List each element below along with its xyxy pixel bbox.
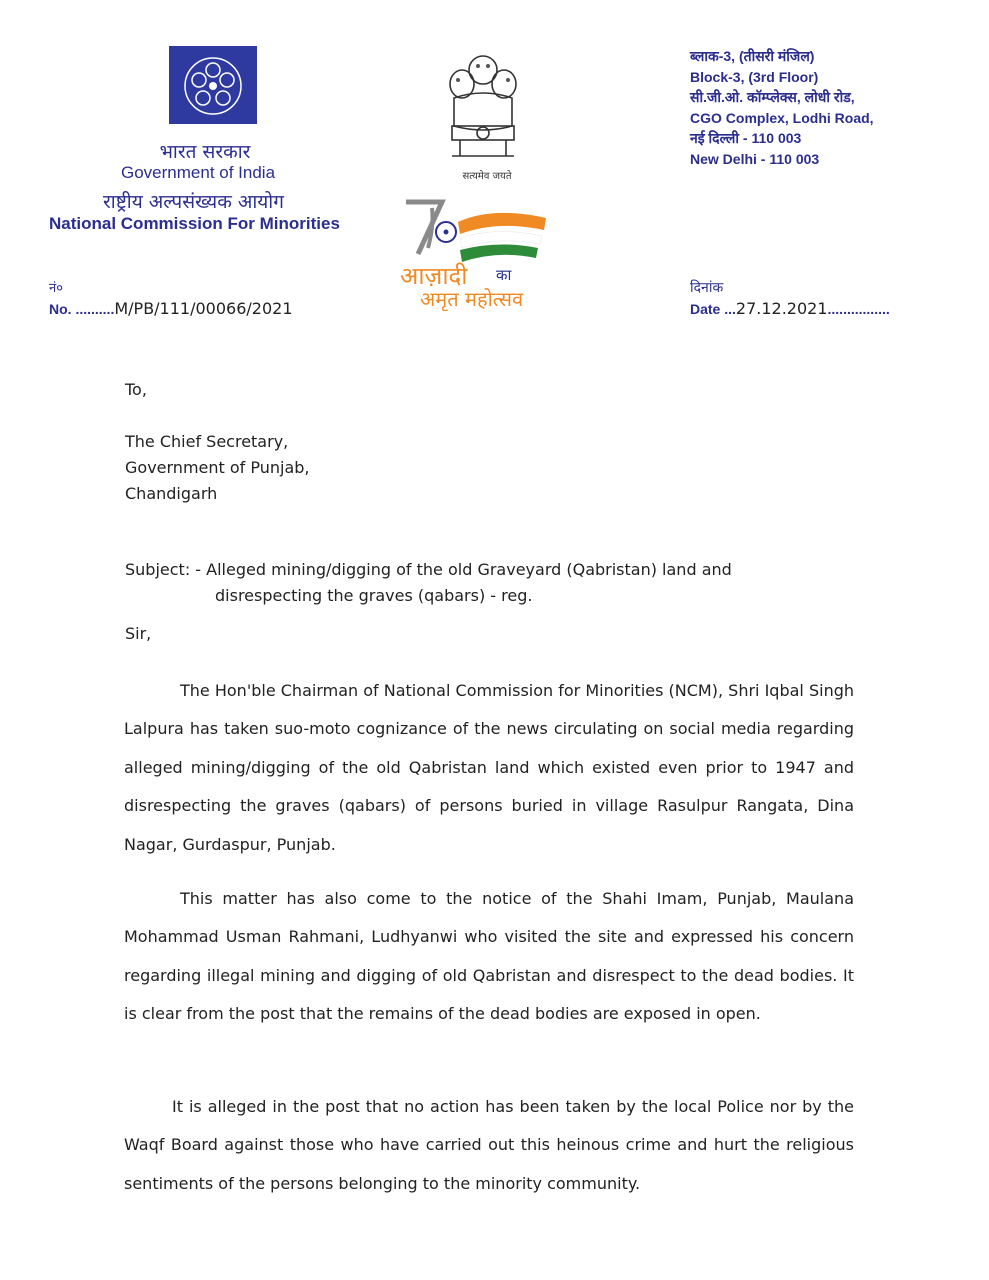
ncm-logo-icon: [169, 46, 257, 124]
date-trail: ................: [827, 301, 890, 317]
paragraph: [124, 672, 854, 864]
to-line: To,: [125, 380, 147, 399]
emblem-motto: सत्यमेव जयते: [462, 171, 512, 182]
addressee-line: Chandigarh: [125, 484, 218, 503]
address-line: नई दिल्ली - 110 003: [690, 130, 802, 146]
azadi-ka-amrit-mahotsav-logo: [398, 196, 558, 311]
paragraph-text: The Hon'ble Chairman of National Commission for Minorities (NCM), Shri Iqbal Singh Lalpura has taken suo-moto cognizance of the news circulating on social media regarding alleged mining/digging of the old Qabristan land which existed even prior to 1947 and disrespecting the graves (qabars) of persons buried in village Rasulpur Rangata, Dina Nagar, Gurdaspur, Punjab.: [124, 681, 854, 854]
azadi-word: आज़ादी: [400, 262, 468, 290]
address-line: CGO Complex, Lodhi Road,: [690, 109, 874, 126]
address-line: New Delhi - 110 003: [690, 150, 820, 167]
paragraph: [124, 880, 854, 1034]
subject-line-1: Subject: - Alleged mining/digging of the old Graveyard (Qabristan) land and: [125, 560, 732, 579]
azadi-ka-word: का: [496, 266, 512, 284]
paragraph-text: This matter has also come to the notice of the Shahi Imam, Punjab, Maulana Mohammad Usman Rahmani, Ludhyanwi who visited the site and expressed his concern regarding illegal mining and digging of old Qabristan and disrespect to the dead bodies. It is clear from the post that the remains of the dead bodies are exposed in open.: [124, 889, 854, 1024]
ref-no-label-hindi: नं०: [49, 281, 63, 296]
paragraph: [124, 1088, 854, 1203]
amrit-mahotsav-words: अमृत महोत्सव: [420, 287, 524, 311]
date-label: Date ...: [690, 301, 736, 317]
paragraph-text: It is alleged in the post that no action has been taken by the local Police nor by the Waqf Board against those who have carried out this heinous crime and hurt the religious sentiments of the persons belonging to the minority community.: [124, 1097, 854, 1193]
subject-block: [125, 557, 732, 609]
org-name-english: Government of India: [121, 163, 276, 182]
date-label-hindi: दिनांक: [690, 280, 724, 296]
address-line: ब्लाक-3, (तीसरी मंजिल): [690, 48, 815, 64]
ncm-logo: [169, 46, 257, 124]
ref-no-label: No. ..........: [49, 301, 115, 317]
commission-name-english: National Commission For Minorities: [49, 214, 340, 233]
azadi-logo-icon: [398, 196, 558, 311]
org-name-hindi: भारत सरकार: [159, 141, 251, 163]
ref-no: [49, 299, 293, 318]
salutation: Sir,: [125, 624, 152, 643]
letter-date: [690, 299, 890, 318]
national-emblem: [440, 48, 526, 166]
addressee-line: The Chief Secretary,: [125, 432, 289, 451]
office-address: [690, 46, 874, 169]
ref-no-value: M/PB/111/00066/2021: [114, 299, 293, 318]
ashoka-emblem-icon: [440, 48, 526, 166]
subject-line-2: disrespecting the graves (qabars) - reg.: [215, 586, 533, 605]
address-line: Block-3, (3rd Floor): [690, 68, 819, 85]
address-line: सी.जी.ओ. कॉम्प्लेक्स, लोधी रोड,: [690, 89, 855, 105]
commission-name-hindi: राष्ट्रीय अल्पसंख्यक आयोग: [103, 191, 284, 213]
addressee-block: [125, 429, 310, 507]
date-value: 27.12.2021: [735, 299, 828, 318]
addressee-line: Government of Punjab,: [125, 458, 310, 477]
